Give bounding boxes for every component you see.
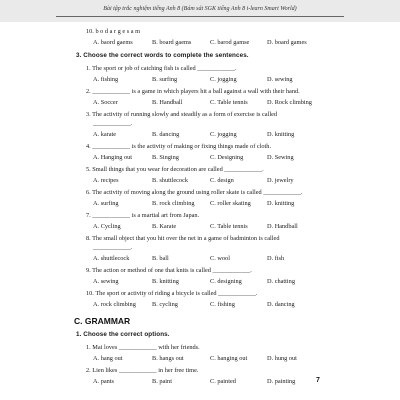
option-b: B. Karate — [152, 223, 177, 230]
question-text: 1. Mai loves ____________ with her friends. — [86, 344, 200, 351]
option-d: D. knitting — [267, 131, 295, 138]
option-d: D. hung out — [267, 355, 297, 362]
option-a: A. karate — [93, 131, 117, 138]
option-a: A. shuttlecock — [93, 255, 130, 262]
option-a: A. Cycling — [93, 223, 121, 230]
option-b: B. ball — [152, 255, 169, 262]
header-title: Bài tập trắc nghiệm tiếng Anh 8 (Bám sát SGK tiếng Anh 8 i-learn Smart World) — [103, 6, 297, 12]
option-d: D. board games — [267, 39, 307, 46]
option-c: C. fishing — [210, 301, 235, 308]
question-text: 4. ____________ is the activity of making or fixing things made of cloth. — [86, 143, 272, 150]
option-b: B. hangs out — [152, 355, 184, 362]
option-b: B. board gaems — [152, 39, 192, 46]
option-a: A. sewing — [93, 278, 119, 285]
option-d: D. sewing — [267, 76, 293, 83]
option-d: D. knitting — [267, 200, 295, 207]
option-b: B. surfing — [152, 76, 178, 83]
option-d: D. Rock climbing — [267, 99, 312, 106]
question-text-continued: ____________. — [93, 244, 133, 251]
option-a: A. baord gaems — [93, 39, 133, 46]
question-text: 10. b o d a r g e s a m — [86, 28, 141, 35]
option-b: B. paint — [152, 378, 172, 385]
option-a: A. hang out — [93, 355, 123, 362]
option-d: D. fish — [267, 255, 285, 262]
option-d: D. jewelry — [267, 177, 294, 184]
question-text: 2. Lien likes ____________ in her free time. — [86, 367, 199, 374]
option-a: A. Soccer — [93, 99, 118, 106]
option-c: C. designing — [210, 278, 242, 285]
option-b: B. shuttlecock — [152, 177, 189, 184]
question-text: 1. The sport or job of catching fish is called ____________. — [86, 65, 237, 72]
question-text: 2. ____________ is a game in which players hit a ball against a wall with their hand. — [86, 88, 300, 95]
option-d: D. Handball — [267, 223, 298, 230]
option-c: C. Table tennis — [210, 99, 248, 106]
question-text: 6. The activity of moving along the ground using roller skate is called ____________. — [86, 189, 303, 196]
section-title: 1. Choose the correct options. — [76, 331, 170, 338]
option-c: C. wool — [210, 255, 230, 262]
option-c: C. Designing — [210, 154, 244, 161]
option-b: B. rock climbing — [152, 200, 195, 207]
option-b: B. dancing — [152, 131, 180, 138]
option-d: D. dancing — [267, 301, 295, 308]
option-d: D. painting — [267, 378, 296, 385]
question-text: 8. The small object that you hit over the net in a game of badminton is called — [86, 235, 280, 242]
option-c: C. roller skating — [210, 200, 251, 207]
question-text: 5. Small things that you wear for decoration are called ____________. — [86, 166, 264, 173]
header-divider — [56, 16, 344, 17]
option-a: A. rock climbing — [93, 301, 136, 308]
option-b: B. knitting — [152, 278, 179, 285]
question-text: 7. ____________ is a martial art from Japan. — [86, 212, 200, 219]
option-d: D. Sewing — [267, 154, 294, 161]
question-text-continued: ____________. — [93, 120, 133, 127]
option-c: C. design — [210, 177, 234, 184]
option-c: C. jogging — [210, 131, 237, 138]
page-number: 7 — [316, 377, 320, 384]
option-b: B. cycling — [152, 301, 178, 308]
option-a: A. recipes — [93, 177, 119, 184]
option-c: C. painted — [210, 378, 236, 385]
question-text: 3. The activity of running slowly and steadily as a form of exercise is called — [86, 111, 278, 118]
question-text: 9. The action or method of one that knits is called ____________. — [86, 267, 252, 274]
page-header — [0, 0, 400, 22]
option-a: A. surfing — [93, 200, 119, 207]
option-a: A. pants — [93, 378, 114, 385]
option-d: D. chatting — [267, 278, 295, 285]
grammar-heading: C. GRAMMAR — [74, 316, 131, 326]
option-b: B. Singing — [152, 154, 179, 161]
option-a: A. fishing — [93, 76, 119, 83]
section-title: 3. Choose the correct words to complete the sentences. — [76, 52, 249, 59]
option-c: C. jogging — [210, 76, 237, 83]
option-c: C. barod gamse — [210, 39, 250, 46]
option-a: A. Hanging out — [93, 154, 133, 161]
option-c: C. Table tennis — [210, 223, 248, 230]
option-c: C. hanging out — [210, 355, 248, 362]
option-b: B. Handball — [152, 99, 183, 106]
question-text: 10. The sport or activity of riding a bicycle is called ____________. — [86, 290, 258, 297]
